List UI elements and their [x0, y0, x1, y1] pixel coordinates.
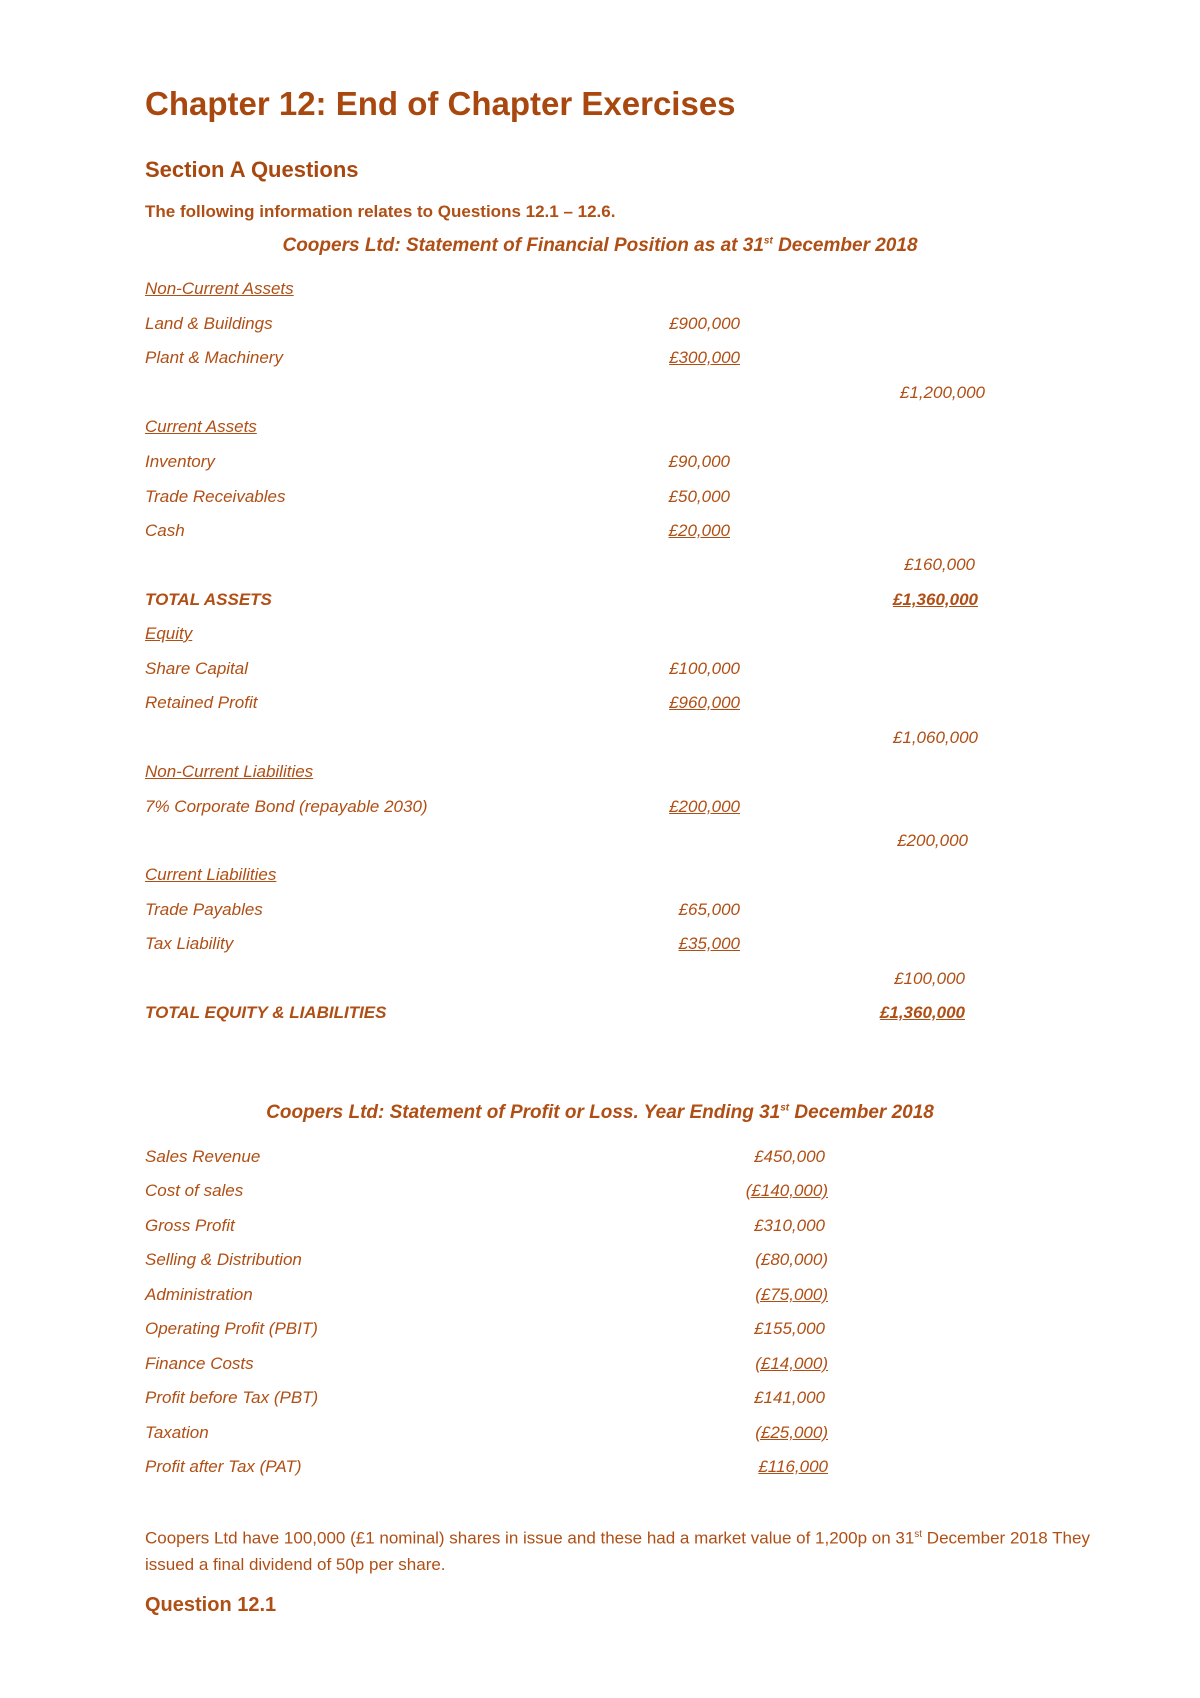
bs-subtotal-current-assets: £160,000: [904, 555, 975, 574]
pl-value-profit-after-tax: £116,000: [758, 1457, 828, 1476]
pl-value-selling-distribution: (£80,000): [755, 1250, 828, 1269]
bs-label-total-equity-liabilities: TOTAL EQUITY & LIABILITIES: [145, 1003, 387, 1022]
pl-label-gross-profit: Gross Profit: [145, 1216, 235, 1235]
pl-label-profit-before-tax: Profit before Tax (PBT): [145, 1388, 319, 1407]
pl-label-taxation: Taxation: [145, 1423, 209, 1442]
balance-sheet-title-main: Coopers Ltd: Statement of Financial Position as at 31: [282, 235, 764, 256]
bs-label-retained-profit: Retained Profit: [145, 693, 258, 712]
bs-heading-noncurrent-liabilities: Non-Current Liabilities: [145, 762, 314, 781]
intro-text: The following information relates to Questions 12.1 – 12.6.: [145, 202, 616, 221]
bs-value-tax-liability: £35,000: [678, 934, 740, 953]
bs-heading-current-assets: Current Assets: [145, 417, 257, 436]
note-sup: st: [914, 1529, 923, 1540]
note-paragraph: [145, 1522, 1105, 1578]
bs-label-trade-receivables: Trade Receivables: [145, 487, 286, 506]
bs-heading-equity: Equity: [145, 624, 193, 643]
pl-value-sales-revenue: £450,000: [754, 1147, 825, 1166]
pl-label-profit-after-tax: Profit after Tax (PAT): [145, 1457, 302, 1476]
bs-label-land-buildings: Land & Buildings: [145, 314, 273, 333]
bs-value-inventory: £90,000: [668, 452, 730, 471]
bs-subtotal-current-liabilities: £100,000: [894, 969, 965, 988]
bs-value-total-assets: £1,360,000: [892, 590, 978, 609]
bs-label-cash: Cash: [145, 521, 185, 540]
income-statement-title-sup: st: [780, 1102, 790, 1114]
pl-value-taxation: (£25,000): [755, 1423, 828, 1442]
bs-heading-current-liabilities: Current Liabilities: [145, 865, 277, 884]
income-statement-title-main: Coopers Ltd: Statement of Profit or Loss. Year Ending 31: [266, 1102, 781, 1123]
pl-value-cost-of-sales: (£140,000): [745, 1181, 828, 1200]
pl-label-administration: Administration: [145, 1285, 253, 1304]
bs-value-trade-receivables: £50,000: [668, 487, 730, 506]
pl-label-cost-of-sales: Cost of sales: [145, 1181, 244, 1200]
bs-value-plant-machinery: £300,000: [669, 348, 740, 367]
bs-value-share-capital: £100,000: [669, 659, 740, 678]
income-statement-title-end: December 2018: [789, 1102, 934, 1123]
page-title: Chapter 12: End of Chapter Exercises: [145, 85, 736, 122]
bs-value-cash: £20,000: [668, 521, 730, 540]
pl-label-operating-profit: Operating Profit (PBIT): [145, 1319, 318, 1338]
pl-label-finance-costs: Finance Costs: [145, 1354, 254, 1373]
bs-subtotal-noncurrent-liabilities: £200,000: [897, 831, 968, 850]
pl-value-gross-profit: £310,000: [754, 1216, 825, 1235]
pl-label-sales-revenue: Sales Revenue: [145, 1147, 261, 1166]
bs-heading-noncurrent-assets: Non-Current Assets: [145, 279, 294, 298]
bs-value-corporate-bond: £200,000: [669, 797, 740, 816]
bs-value-trade-payables: £65,000: [678, 900, 740, 919]
bs-value-total-equity-liabilities: £1,360,000: [879, 1003, 965, 1022]
bs-label-tax-liability: Tax Liability: [145, 934, 234, 953]
bs-value-retained-profit: £960,000: [669, 693, 740, 712]
note-part1: Coopers Ltd have 100,000 (£1 nominal) shares in issue and these had a market value of 1,200p on 31: [145, 1528, 915, 1548]
bs-label-share-capital: Share Capital: [145, 659, 249, 678]
pl-value-profit-before-tax: £141,000: [754, 1388, 825, 1407]
balance-sheet-title-sup: st: [763, 235, 773, 247]
bs-label-inventory: Inventory: [145, 452, 215, 471]
question-heading: Question 12.1: [145, 1594, 277, 1616]
pl-label-selling-distribution: Selling & Distribution: [145, 1250, 302, 1269]
bs-label-plant-machinery: Plant & Machinery: [145, 348, 283, 367]
balance-sheet-title: [145, 235, 1055, 257]
bs-label-total-assets: TOTAL ASSETS: [145, 590, 272, 609]
bs-subtotal-noncurrent-assets: £1,200,000: [899, 383, 985, 402]
bs-value-land-buildings: £900,000: [669, 314, 740, 333]
pl-value-administration: (£75,000): [755, 1285, 828, 1304]
pl-value-operating-profit: £155,000: [754, 1319, 825, 1338]
bs-label-trade-payables: Trade Payables: [145, 900, 263, 919]
balance-sheet-title-end: December 2018: [772, 235, 918, 256]
bs-label-corporate-bond: 7% Corporate Bond (repayable 2030): [145, 797, 428, 816]
income-statement-title: [145, 1102, 1055, 1124]
note-part2: December 2018 They issued a final dividend of 50p per share.: [145, 1528, 1090, 1574]
pl-value-finance-costs: (£14,000): [755, 1354, 828, 1373]
bs-subtotal-equity: £1,060,000: [892, 728, 978, 747]
section-heading: Section A Questions: [145, 157, 359, 182]
